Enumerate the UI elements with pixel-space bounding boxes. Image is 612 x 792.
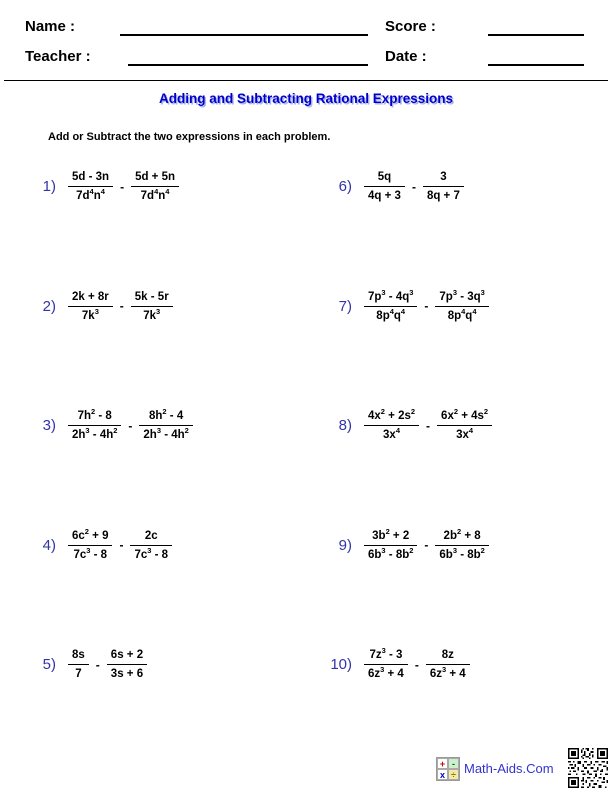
fraction-2 [426, 648, 470, 682]
exponent: 3 [380, 665, 385, 675]
numerator: $3b^2 + 2$ [364, 529, 417, 546]
fraction-1 [364, 287, 417, 324]
problem-number: 8) [338, 417, 352, 435]
minus-icon: - [448, 758, 459, 769]
minus-operator: - [411, 179, 416, 194]
numerator: 8z [426, 648, 470, 665]
problem-5 [30, 628, 306, 748]
problem-row [326, 287, 612, 324]
minus-operator: - [424, 299, 429, 314]
minus-operator: - [426, 418, 431, 433]
problem-row [326, 409, 612, 443]
problem-number: 5) [42, 656, 56, 674]
problem-row [326, 526, 612, 563]
exponent: 3 [452, 546, 457, 556]
minus-operator: - [95, 657, 100, 672]
exponent: 4 [468, 426, 474, 436]
fraction-1 [364, 409, 419, 443]
exponent: 4 [154, 187, 159, 197]
exponent: 2 [113, 426, 118, 436]
fraction-1 [364, 170, 405, 204]
numerator: $7p^3 - 4q^3$ [364, 290, 417, 307]
math-aids-logo-icon [436, 757, 460, 781]
problem-number: 10) [330, 656, 352, 674]
numerator: 2c [130, 529, 172, 546]
numerator: 5k - 5r [131, 290, 173, 307]
fraction-2 [437, 409, 492, 443]
problem-number: 3) [42, 417, 56, 435]
date-field[interactable] [488, 64, 584, 66]
denominator: $8p^4q^4$ [376, 307, 406, 322]
exponent: 2 [162, 407, 167, 417]
teacher-field[interactable] [128, 64, 368, 66]
denominator: 8q + 7 [426, 190, 460, 203]
fraction-2 [107, 648, 147, 682]
problem-2 [30, 270, 306, 390]
date-label: Date : [385, 48, 427, 65]
score-field[interactable] [488, 34, 584, 36]
exponent: 4 [100, 187, 105, 197]
exponent: 3 [452, 287, 457, 297]
header-divider [4, 80, 608, 81]
fraction-2 [130, 529, 172, 563]
denominator: $3x^4$ [383, 426, 400, 442]
exponent: 3 [409, 287, 414, 297]
exponent: 2 [409, 546, 414, 556]
problem-3 [30, 389, 306, 509]
fraction-2 [423, 170, 464, 204]
denominator: 7 [75, 668, 82, 681]
exponent: 2 [453, 407, 459, 417]
math-aids-link[interactable]: Math-Aids.Com [464, 761, 554, 776]
exponent: 4 [389, 307, 394, 317]
exponent: 4 [400, 307, 406, 317]
problem-1 [30, 150, 306, 270]
exponent: 2 [410, 407, 416, 417]
denominator: $2h^3 - 4h^2$ [143, 426, 189, 442]
problem-number: 6) [338, 178, 352, 196]
exponent: 3 [156, 307, 161, 317]
numerator: 5d + 5n [131, 170, 179, 187]
denominator: $6z^3 + 4$ [429, 665, 466, 681]
teacher-label: Teacher : [25, 48, 91, 65]
exponent: 4 [165, 187, 170, 197]
numerator: 8s [68, 648, 89, 665]
footer [0, 744, 612, 792]
minus-operator: - [128, 418, 133, 433]
exponent: 2 [380, 407, 385, 417]
exponent: 3 [85, 426, 90, 436]
problem-row [30, 648, 306, 682]
times-icon: x [437, 769, 448, 780]
minus-operator: - [120, 179, 125, 194]
problem-10 [326, 628, 612, 748]
score-label: Score : [385, 18, 436, 35]
fraction-2 [435, 526, 488, 563]
exponent: 3 [381, 546, 386, 556]
qr-code-icon [568, 748, 608, 792]
numerator: $4x^2 + 2s^2$ [364, 409, 419, 426]
fraction-1 [68, 648, 89, 682]
problem-row [30, 170, 306, 204]
exponent: 2 [456, 526, 462, 536]
exponent: 2 [84, 526, 89, 536]
exponent: 3 [442, 665, 447, 675]
fraction-1 [68, 170, 113, 204]
numerator: $8h^2 - 4$ [139, 409, 192, 426]
exponent: 3 [156, 426, 161, 436]
page-title: Adding and Subtracting Rational Expressions [158, 91, 454, 106]
exponent: 3 [480, 287, 485, 297]
fraction-2 [435, 287, 488, 324]
numerator: 3 [423, 170, 464, 187]
denominator: $7k^3$ [143, 307, 161, 322]
fraction-2 [131, 170, 179, 204]
problems-area [0, 150, 612, 748]
denominator: $7k^3$ [81, 307, 99, 322]
exponent: 3 [381, 287, 386, 297]
denominator: $6b^3 - 8b^2$ [368, 546, 414, 561]
numerator: $7p^3 - 3q^3$ [435, 290, 488, 307]
exponent: 3 [94, 307, 99, 317]
minus-operator: - [119, 538, 124, 553]
exponent: 3 [147, 546, 152, 556]
problem-row [30, 409, 306, 443]
exponent: 2 [184, 426, 189, 436]
problem-number: 2) [42, 297, 56, 315]
fraction-1 [68, 409, 121, 443]
denominator: $2h^3 - 4h^2$ [72, 426, 118, 442]
divide-icon: ÷ [448, 769, 459, 780]
exponent: 2 [480, 546, 485, 556]
numerator: $2b^2 + 8$ [435, 529, 488, 546]
name-label: Name : [25, 18, 76, 35]
denominator: $6b^3 - 8b^2$ [439, 546, 485, 561]
fraction-1 [68, 526, 112, 563]
denominator: $8p^4q^4$ [447, 307, 477, 322]
problem-4 [30, 509, 306, 629]
denominator: $6z^3 + 4$ [368, 665, 404, 681]
problem-9 [326, 509, 612, 629]
denominator: 3s + 6 [110, 668, 144, 681]
problem-number: 7) [338, 297, 352, 315]
denominator: $7d^4n^4$ [76, 187, 105, 203]
exponent: 4 [89, 187, 94, 197]
problem-number: 9) [338, 536, 352, 554]
numerator: 2k + 8r [68, 290, 113, 307]
exponent: 2 [483, 407, 489, 417]
exponent: 3 [381, 646, 386, 656]
numerator: 6s + 2 [107, 648, 147, 665]
problems-right [306, 150, 612, 748]
problem-row [326, 648, 612, 682]
exponent: 2 [91, 407, 96, 417]
fraction-1 [364, 648, 408, 682]
denominator: $3x^4$ [456, 426, 474, 442]
minus-operator: - [119, 299, 124, 314]
problem-row [326, 170, 612, 204]
fraction-2 [131, 290, 173, 324]
fraction-2 [139, 409, 192, 443]
fraction-1 [68, 290, 113, 324]
problem-number: 1) [42, 178, 56, 196]
numerator: 5d - 3n [68, 170, 113, 187]
numerator: $7z^3 - 3$ [364, 648, 408, 665]
denominator: 4q + 3 [368, 190, 401, 203]
problem-row [30, 290, 306, 324]
minus-operator: - [414, 657, 419, 672]
denominator: $7c^3 - 8$ [73, 546, 108, 561]
numerator: 5q [364, 170, 405, 187]
problems-left [0, 150, 306, 748]
numerator: $7h^2 - 8$ [68, 409, 121, 426]
problem-7 [326, 270, 612, 390]
numerator: $6c^2 + 9$ [68, 529, 112, 546]
problem-number: 4) [42, 536, 56, 554]
minus-operator: - [424, 538, 429, 553]
exponent: 2 [385, 526, 390, 536]
fraction-1 [364, 526, 417, 563]
exponent: 4 [461, 307, 466, 317]
problem-8 [326, 389, 612, 509]
problem-row [30, 526, 306, 563]
plus-icon: + [437, 758, 448, 769]
exponent: 4 [395, 426, 400, 436]
numerator: $6x^2 + 4s^2$ [437, 409, 492, 426]
instructions-text: Add or Subtract the two expressions in each problem. [48, 131, 331, 143]
denominator: $7d^4n^4$ [140, 187, 170, 203]
denominator: $7c^3 - 8$ [134, 546, 169, 561]
name-field[interactable] [120, 34, 368, 36]
problem-6 [326, 150, 612, 270]
exponent: 4 [472, 307, 477, 317]
exponent: 3 [86, 546, 91, 556]
